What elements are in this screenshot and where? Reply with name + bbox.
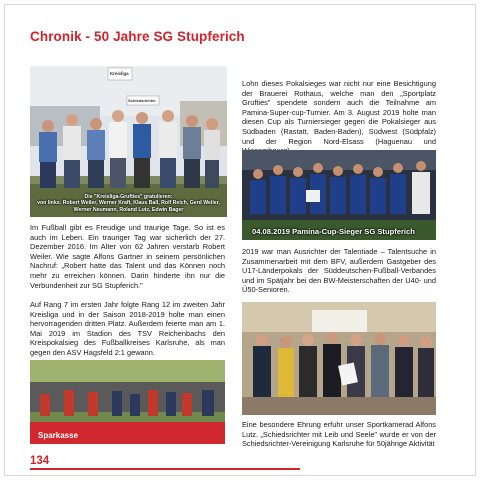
page-number: 134 <box>30 455 50 467</box>
stadion-banner: Sparkasse <box>38 431 79 440</box>
sign-schiedsrichter: Schiedsrichter <box>128 98 156 103</box>
photo-overlay-caption-line3: Werner Neumann, Roland Lutz, Edwin Bager <box>73 206 184 213</box>
photo-ehrung <box>242 302 436 415</box>
photo-ehrung-image <box>242 302 436 415</box>
photo-overlay-caption-line2: von links: Robert Weiler, Werner Kraft, Klaus Ball, Rolf Reich, Gerd Weiler, <box>37 200 220 207</box>
photo-overlay-caption <box>30 194 227 213</box>
photo-overlay-caption-line1: Die "Kreisliga-Grufties" gratulieren: <box>84 194 173 200</box>
text-robert-weiler: Im Fußball gibt es Freudige und traurige Tage. So ist es auch im Leben. Ein trauriger Tag war sicherlich der 27. Dezember 2016. Im Alter von 62 Jahren verstarb Robert Weiler. Wie sagte Alfons Gartner in seinem persönlichen Nachruf: „Robert hatte das Talent und das Können noch mehr zu erreichen können. Darin hinderte ihn nur die Verbundenheit zur SG Stupferich." <box>30 223 225 290</box>
text-alfons-lutz: Eine besondere Ehrung erfuhr unser Sportkamerad Alfons Lutz. „Schiedsrichter mit Leib und Seele" wurde er von der Schiedsrichter-Vereinigung Karlsruhe für 50jährige Aktivität <box>242 420 436 449</box>
page-title: Chronik - 50 Jahre SG Stupferich <box>30 29 245 44</box>
text-kreispokalsieg: Auf Rang 7 im ersten Jahr folgte Rang 12 im zweiten Jahr Kreisliga und in der Saison 2018-2019 holte man einen hervorragenden dritten Platz. Außerdem feierte man am 1. Mai 2019 im Stadion des TSV Reichenbachs den Kreispokalsieg des Fußballkreises Karlsruhe, als man gegen den ASV Hagsfeld 2:1 gewann. <box>30 300 225 357</box>
text-pokalsieg: Lohn dieses Pokalsieges war nicht nur eine Besichtigung der Brauerei Rothaus, welche man den „Sportplatz Grufties" spendete sondern auch die Teilnahme am Pamina-Super-cup-Turnier. Am 3. August 2019 holte man diesen Cup als Turniersieger gegen die Pokalsieger aus Südbaden (Rastatt, Baden-Baden), Südwest (Südpfalz) und der Region Nord-Elsass (Haguenau und <box>242 79 436 146</box>
photo-kreisliga-grufties <box>30 66 227 217</box>
text-talentiade: 2019 war man Ausrichter der Talentiade – Talentsuche in Zusammenarbeit mit dem BFV, außerdem Gastgeber des U17-Länderpokals der Süddeutschen-Fußball-Verbandes und im Spätjahr bei den BW-Meisterschaften der U40- und Ü50-Senioren. <box>242 247 436 295</box>
photo-pamina-cup <box>242 150 436 240</box>
page-number-rule <box>30 468 300 470</box>
photo-pamina-caption: 04.08.2019 Pamina-Cup-Sieger SG Stupferich <box>252 227 415 236</box>
sign-kreisliga: Kreisliga <box>110 71 129 76</box>
photo-stadion <box>30 360 225 444</box>
